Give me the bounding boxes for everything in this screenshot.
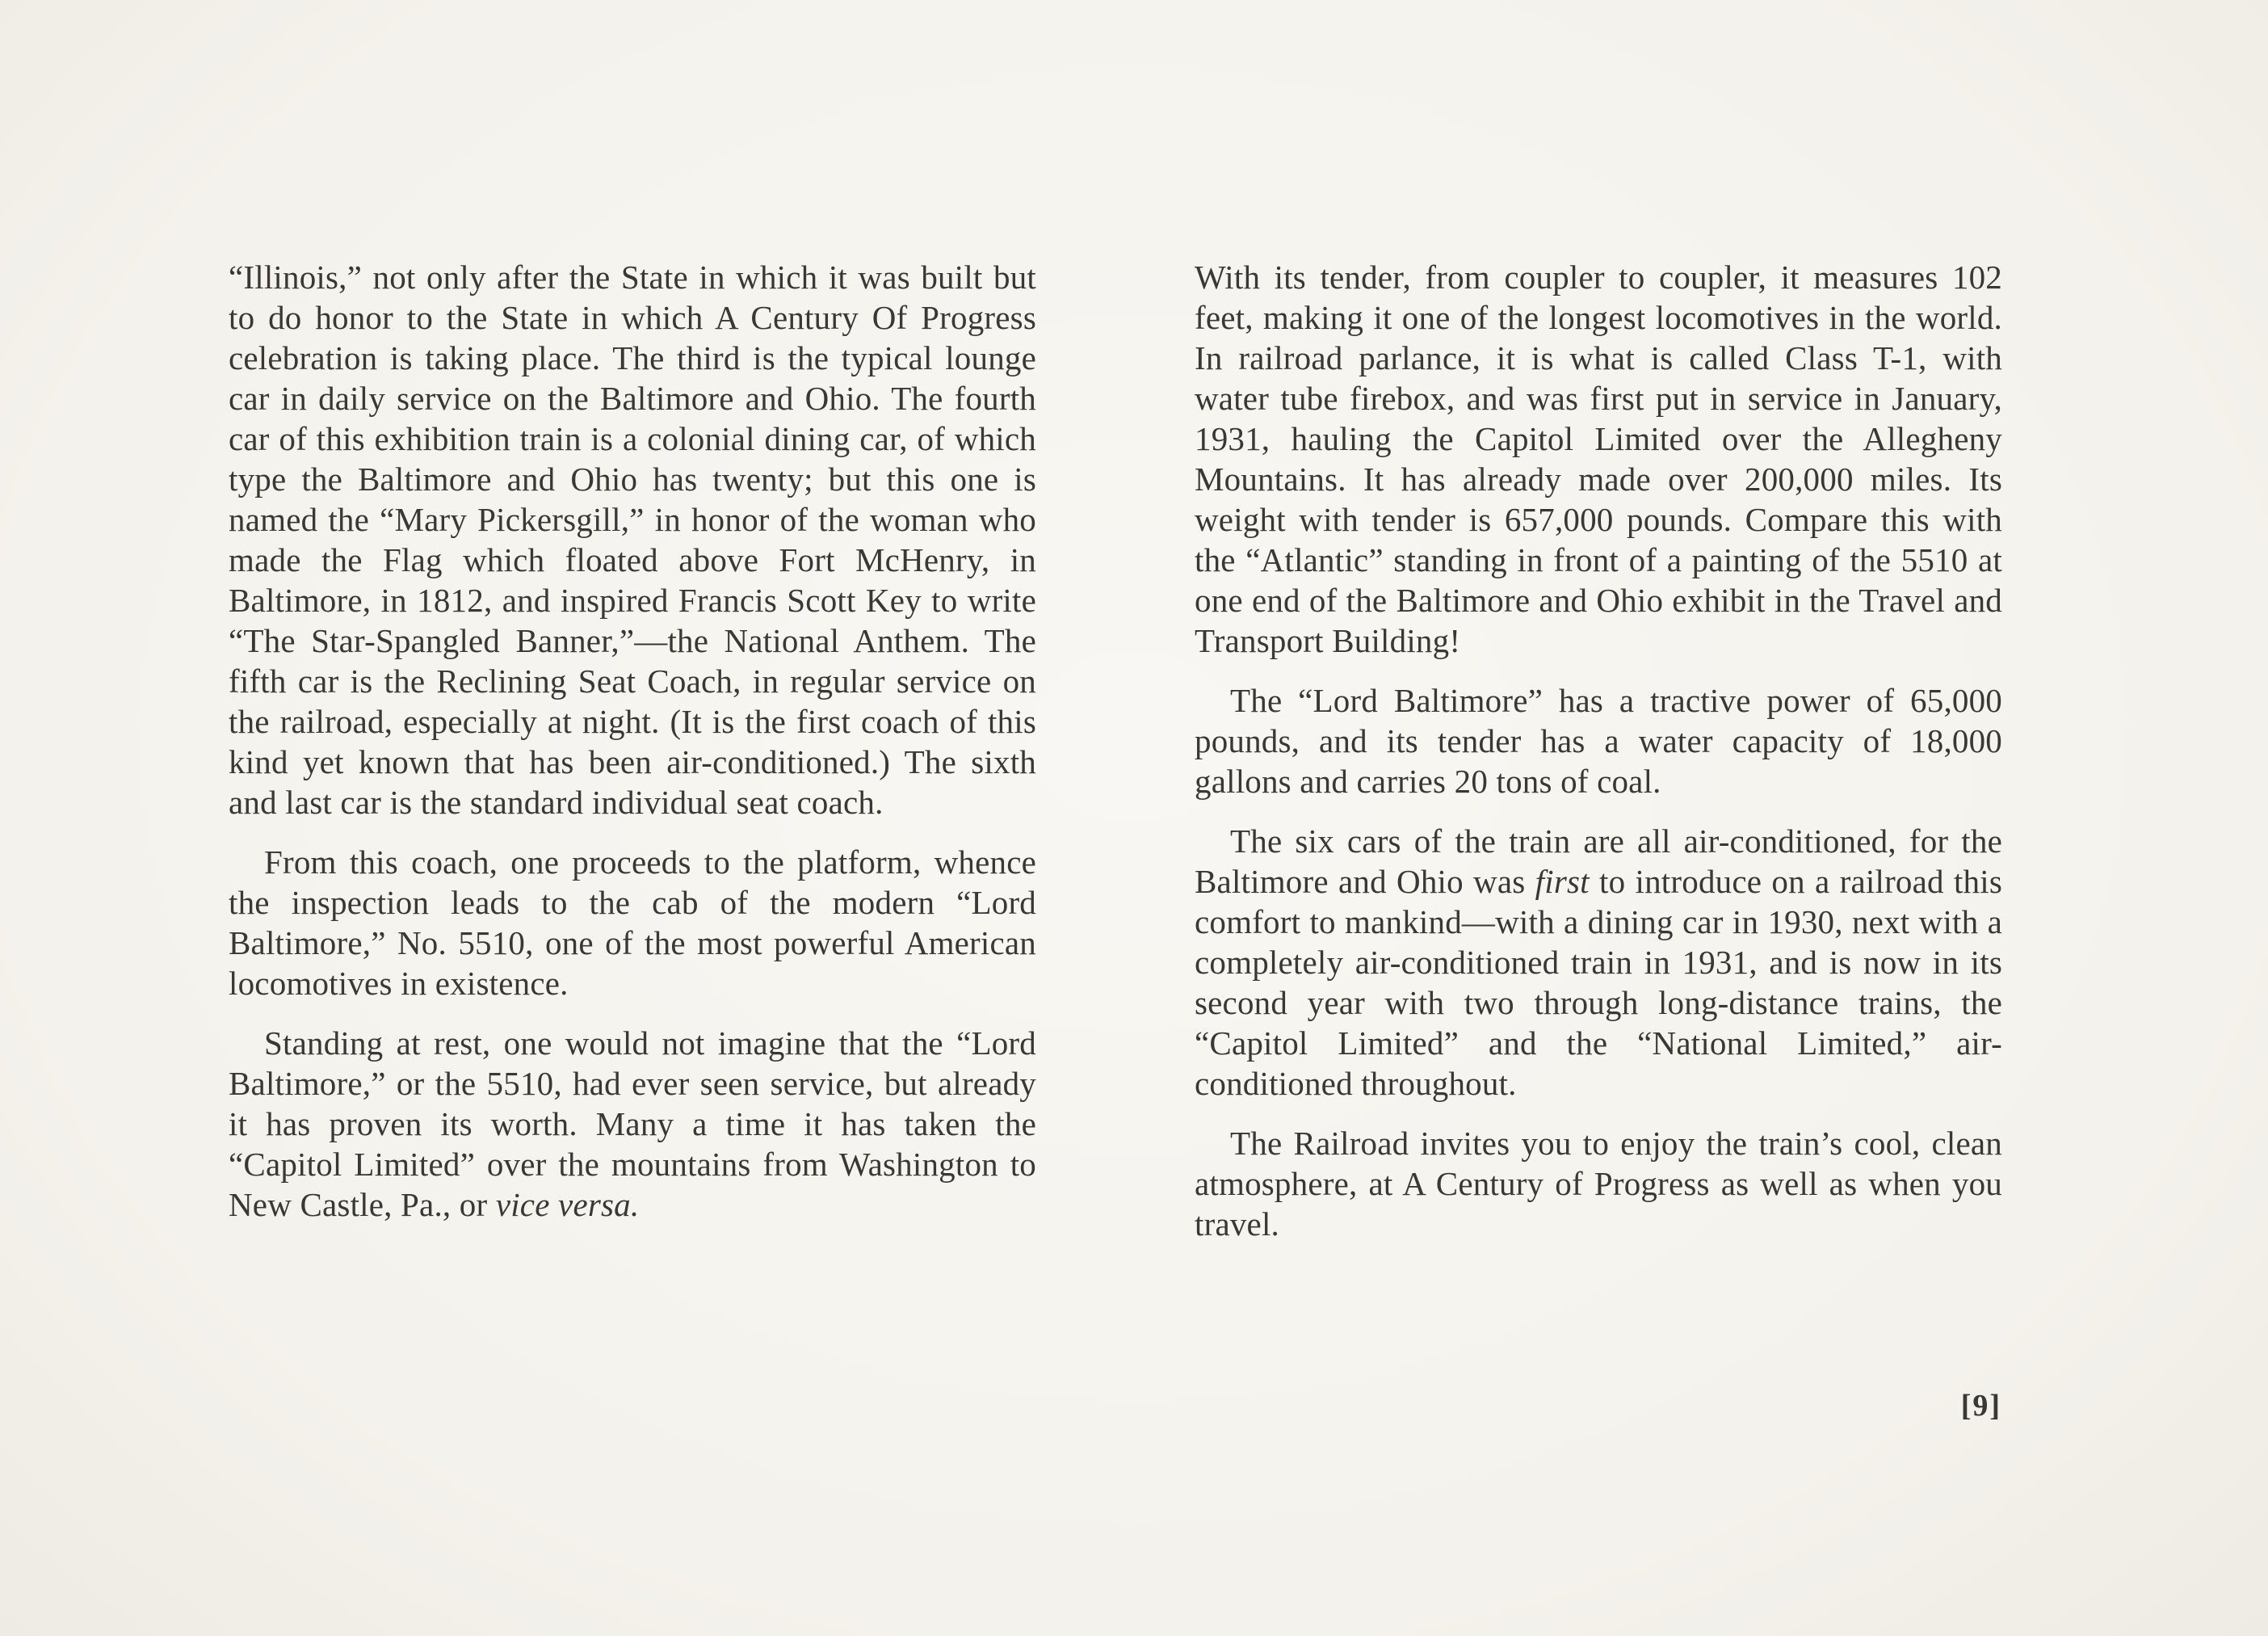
page-number: [9]	[1960, 1389, 2001, 1423]
right-text-column	[1195, 257, 2002, 1264]
paragraph-text: Standing at rest, one would not imagine that the “Lord Baltimore,” or the 5510, had ever seen service, but already it has proven its worth. Many a time it has taken the “Capitol Limited” over the mountains from Washington to New Castle, Pa., or	[229, 1024, 1036, 1223]
left-text-column	[229, 257, 1036, 1244]
paragraph: The Railroad invites you to enjoy the train’s cool, clean atmosphere, at A Century of Progress as well as when you travel.	[1195, 1125, 2002, 1243]
paragraph	[229, 1023, 1036, 1225]
paragraph-text: to introduce on a railroad this comfort to mankind—with a dining car in 1930, next with a completely air-conditioned train in 1931, and is now in its second year with two through long-distance trains, the “Capitol Limited” and the “National Limited,” air-conditioned throughout.	[1195, 863, 2002, 1102]
italic-word: first	[1535, 863, 1590, 900]
paragraph	[1195, 821, 2002, 1104]
italic-phrase: vice versa.	[495, 1186, 640, 1223]
paragraph: With its tender, from coupler to coupler, it measures 102 feet, making it one of the longest locomotives in the world. In railroad parlance, it is what is called Class T-1, with water tube firebox, and was first put in service in January, 1931, hauling the Capitol Limited over the Allegheny Mountains. It has already made over 200,000 miles. Its weight with tender is 657,000 pounds. Compare this with the “Atlantic” standing in front of a painting of the 5510 at one end of the Baltimore and Ohio exhibit in the Travel and Transport Building!	[1195, 259, 2002, 659]
paragraph: “Illinois,” not only after the State in which it was built but to do honor to the State in which A Century Of Progress celebration is taking place. The third is the typical lounge car in daily service on the Baltimore and Ohio. The fourth car of this exhibition train is a colonial dining car, of which type the Baltimore and Ohio has twenty; but this one is named the “Mary Pickersgill,” in honor of the woman who made the Flag which floated above Fort McHenry, in Baltimore, in 1812, and inspired Francis Scott Key to write “The Star-Spangled Banner,”—the National Anthem. The fifth car is the Reclining Seat Coach, in regular service on the railroad, especially at night. (It is the first coach of this kind yet known that has been air-conditioned.) The sixth and last car is the standard individual seat coach.	[229, 259, 1036, 821]
paragraph: From this coach, one proceeds to the platform, whence the inspection leads to the cab of the modern “Lord Baltimore,” No. 5510, one of the most powerful American locomotives in existence.	[229, 843, 1036, 1002]
paragraph-text: The six cars of the train are all air-conditioned, for the Baltimore and Ohio was	[1195, 822, 2002, 900]
paragraph: The “Lord Baltimore” has a tractive power of 65,000 pounds, and its tender has a water capacity of 18,000 gallons and carries 20 tons of coal.	[1195, 682, 2002, 800]
